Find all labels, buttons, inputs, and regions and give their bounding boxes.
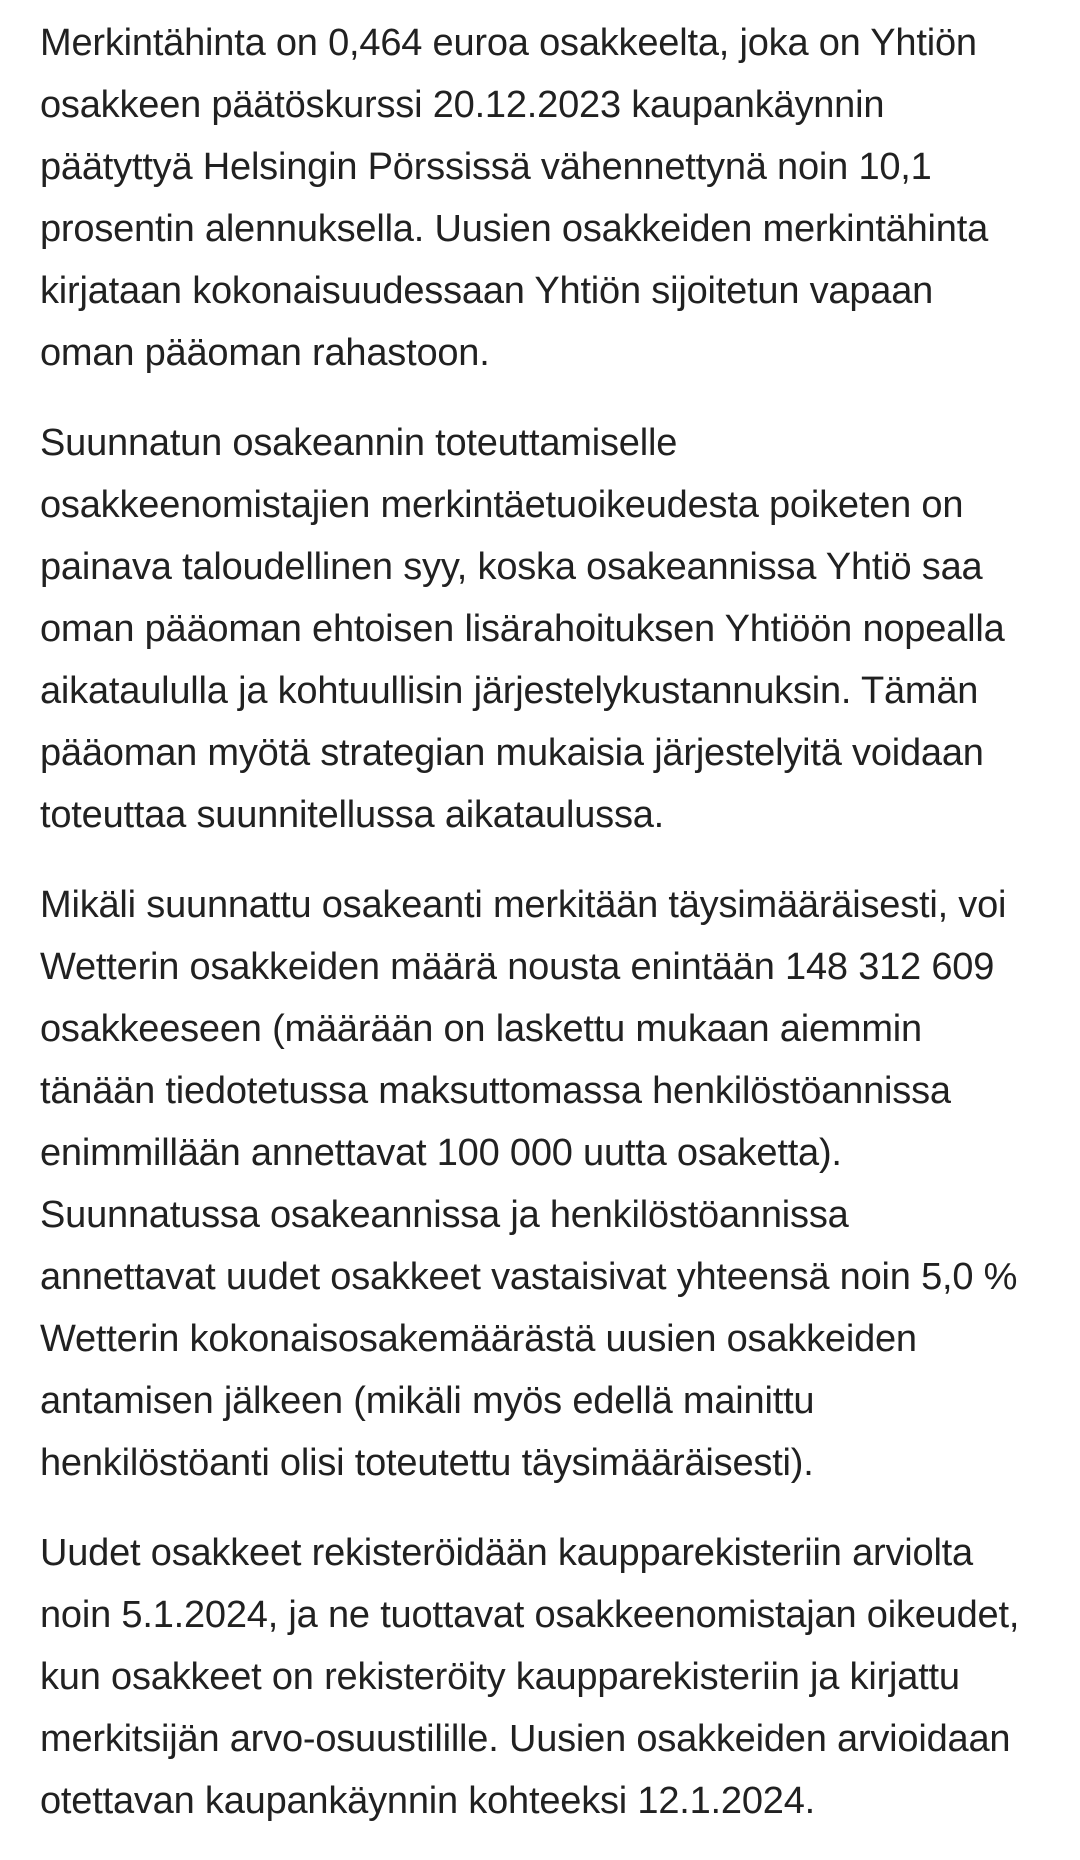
text-line: päätyttyä Helsingin Pörssissä vähennettynä noin 10,1: [40, 146, 932, 188]
paragraph-subscription-price: [40, 12, 1050, 384]
text-line: Suunnatun osakeannin toteuttamiselle: [40, 422, 678, 464]
text-line: osakkeenomistajien merkintäetuoikeudesta poiketen on: [40, 484, 964, 526]
text-line: Mikäli suunnattu osakeanti merkitään täysimääräisesti, voi: [40, 884, 1007, 926]
text-line: Suunnatussa osakeannissa ja henkilöstöannissa: [40, 1194, 849, 1236]
text-line: Wetterin kokonaisosakemäärästä uusien osakkeiden: [40, 1318, 917, 1360]
text-line: oman pääoman rahastoon.: [40, 332, 490, 374]
paragraph-share-count: [40, 874, 1050, 1494]
text-line: prosentin alennuksella. Uusien osakkeiden merkintähinta: [40, 208, 989, 250]
text-line: toteuttaa suunnitellussa aikataulussa.: [40, 794, 665, 836]
text-line: merkitsijän arvo-osuustilille. Uusien osakkeiden arvioidaan: [40, 1718, 1011, 1760]
text-line: otettavan kaupankäynnin kohteeksi 12.1.2024.: [40, 1780, 816, 1822]
text-line: aikataululla ja kohtuullisin järjestelykustannuksin. Tämän: [40, 670, 979, 712]
text-line: Wetterin osakkeiden määrä nousta enintään 148 312 609: [40, 946, 995, 988]
text-line: pääoman myötä strategian mukaisia järjestelyitä voidaan: [40, 732, 984, 774]
text-line: osakkeeseen (määrään on laskettu mukaan aiemmin: [40, 1008, 922, 1050]
paragraph-rationale: [40, 412, 1050, 846]
text-line: enimmillään annettavat 100 000 uutta osaketta).: [40, 1132, 842, 1174]
article-body: [40, 12, 1050, 1860]
text-line: annettavat uudet osakkeet vastaisivat yhteensä noin 5,0 %: [40, 1256, 1018, 1298]
text-line: noin 5.1.2024, ja ne tuottavat osakkeenomistajan oikeudet,: [40, 1594, 1020, 1636]
text-line: painava taloudellinen syy, koska osakeannissa Yhtiö saa: [40, 546, 983, 588]
text-line: kirjataan kokonaisuudessaan Yhtiön sijoitetun vapaan: [40, 270, 934, 312]
text-line: Merkintähinta on 0,464 euroa osakkeelta, joka on Yhtiön: [40, 22, 977, 64]
text-line: osakkeen päätöskurssi 20.12.2023 kaupankäynnin: [40, 84, 885, 126]
text-line: oman pääoman ehtoisen lisärahoituksen Yhtiöön nopealla: [40, 608, 1005, 650]
text-line: antamisen jälkeen (mikäli myös edellä mainittu: [40, 1380, 815, 1422]
text-line: henkilöstöanti olisi toteutettu täysimääräisesti).: [40, 1442, 814, 1484]
text-line: kun osakkeet on rekisteröity kaupparekisteriin ja kirjattu: [40, 1656, 960, 1698]
text-line: Uudet osakkeet rekisteröidään kaupparekisteriin arviolta: [40, 1532, 973, 1574]
paragraph-registration: [40, 1522, 1050, 1832]
text-line: tänään tiedotetussa maksuttomassa henkilöstöannissa: [40, 1070, 951, 1112]
